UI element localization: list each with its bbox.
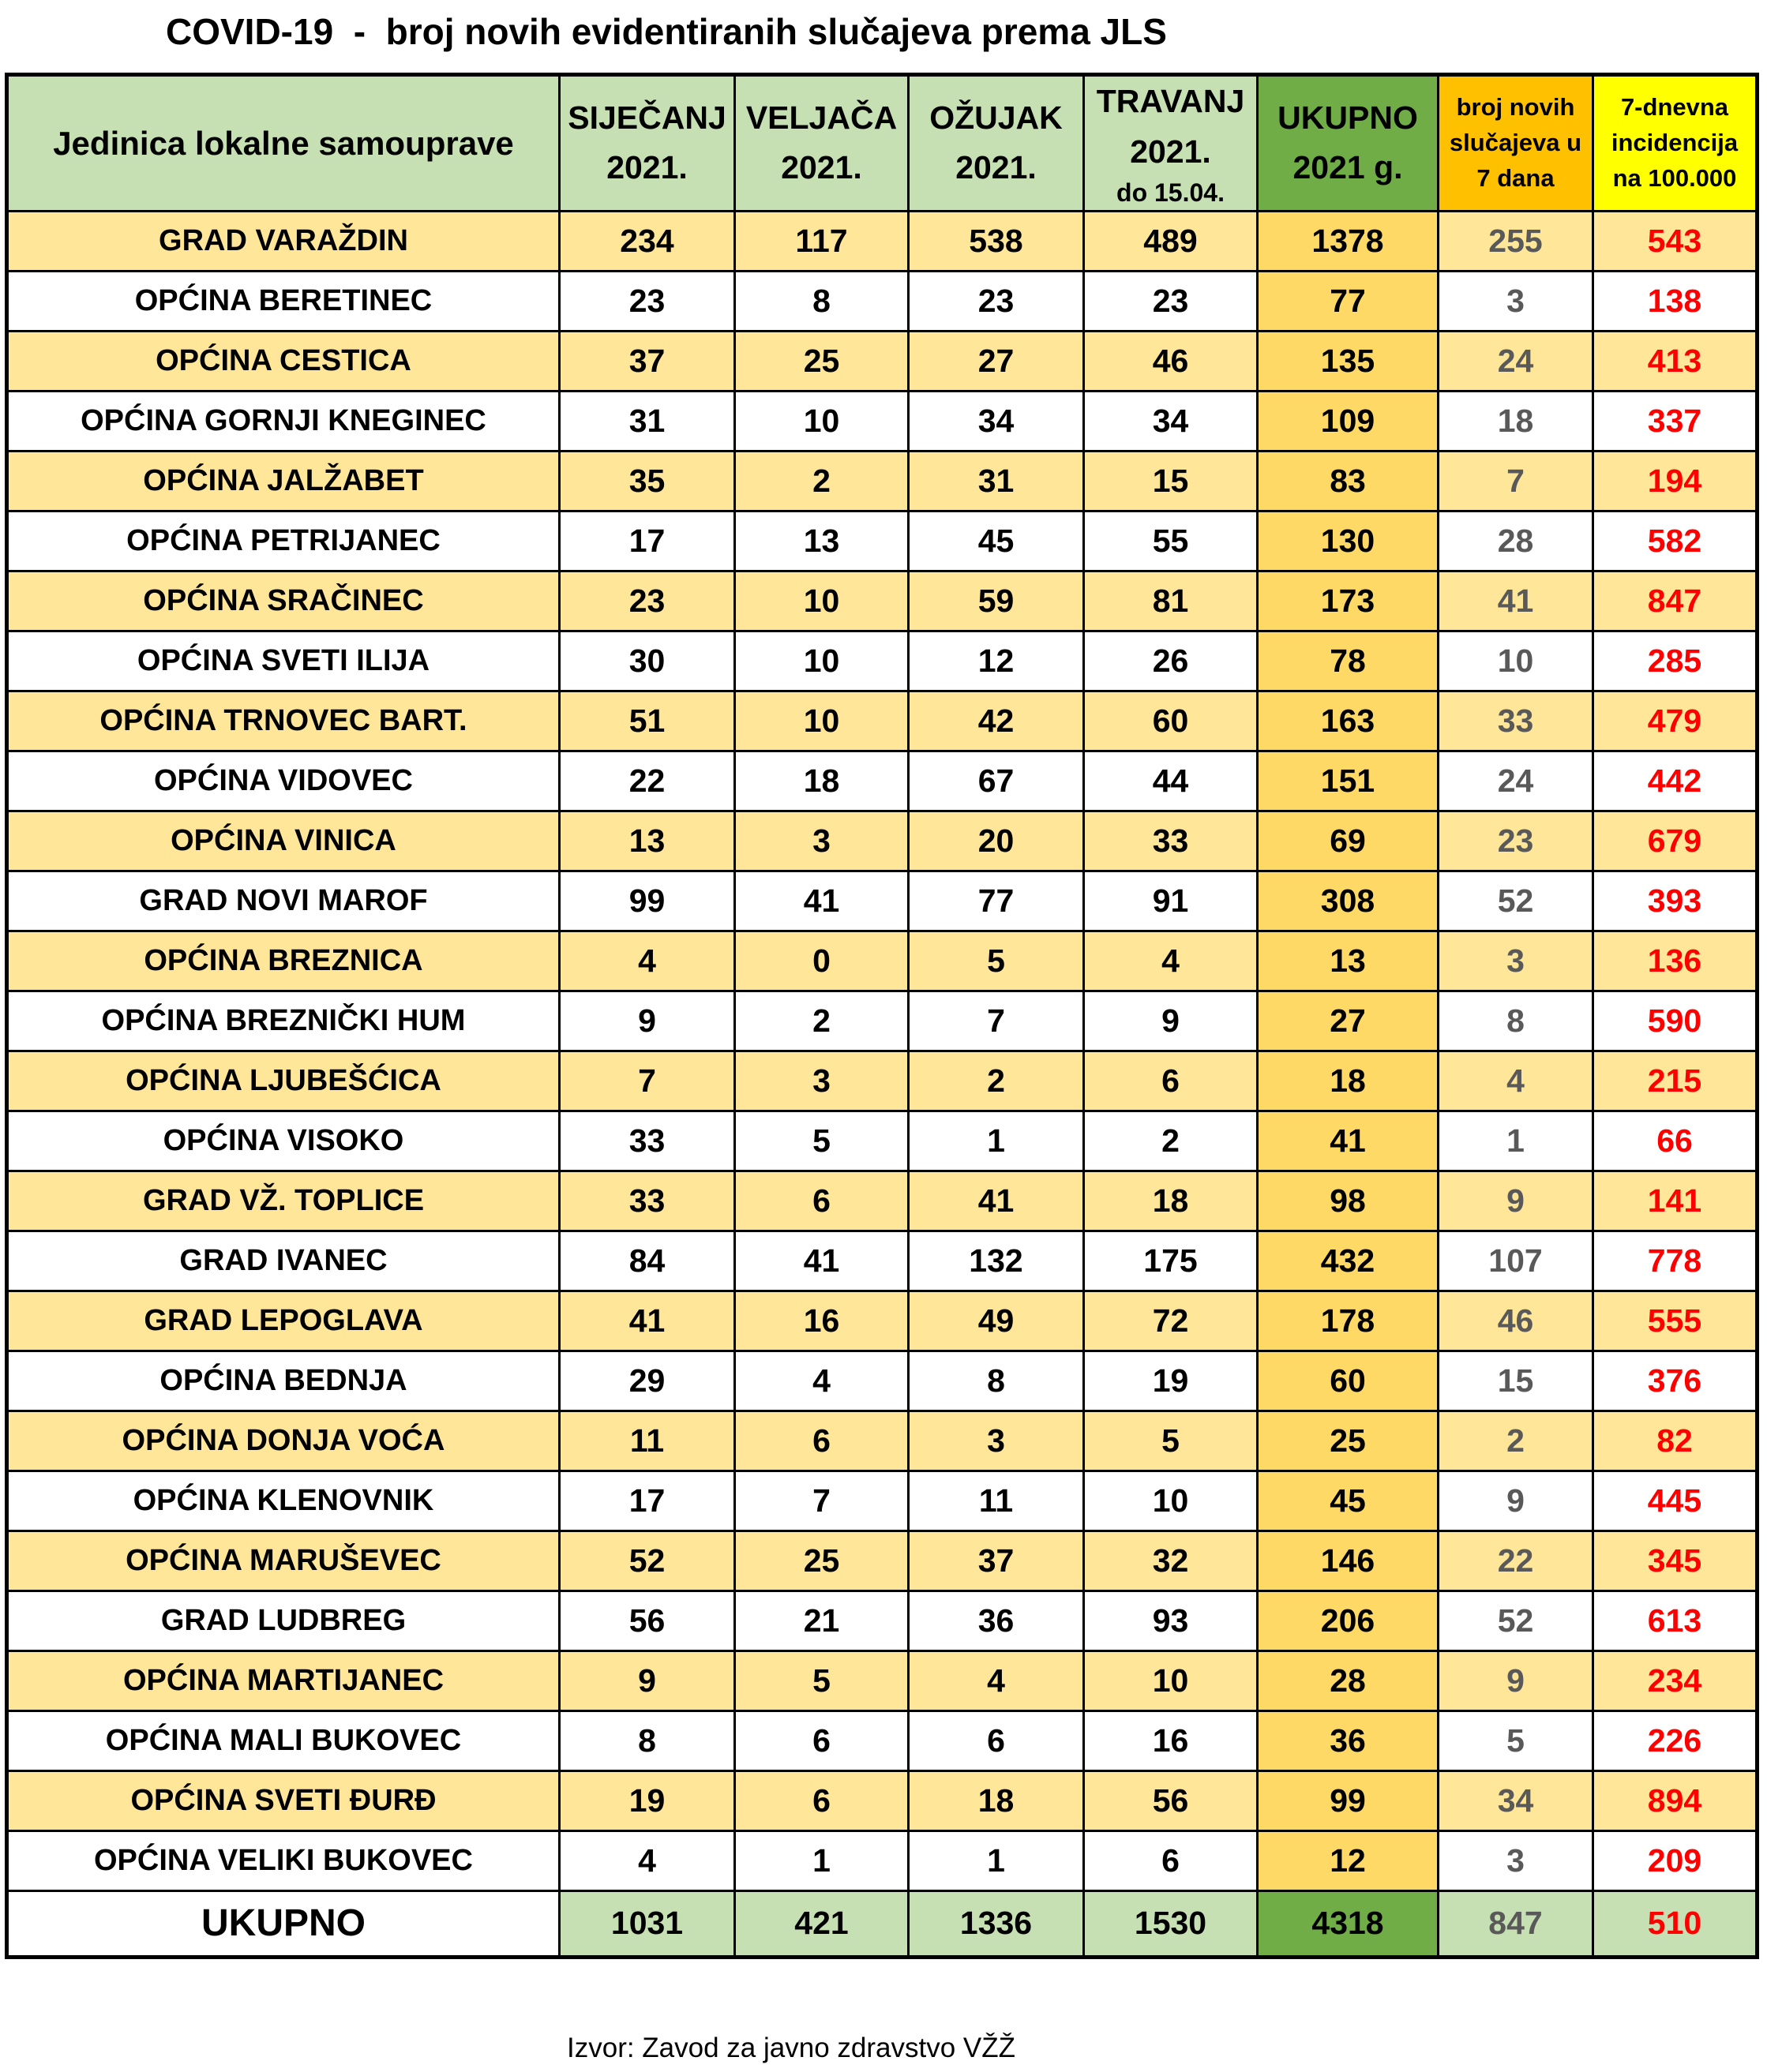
cell-new-cases-7-days: 3 [1439, 1830, 1593, 1890]
cell-january: 29 [560, 1351, 735, 1411]
cell-total: 36 [1258, 1710, 1439, 1770]
cell-total: 83 [1258, 451, 1439, 511]
table-row [7, 691, 1758, 751]
cell-unit-name: OPĆINA JALŽABET [7, 451, 560, 511]
cell-total: 12 [1258, 1830, 1439, 1890]
cell-unit-name: OPĆINA BREZNIČKI HUM [7, 991, 560, 1051]
cell-unit-name: OPĆINA DONJA VOĆA [7, 1411, 560, 1471]
cell-incidence: 778 [1593, 1231, 1758, 1291]
cell-february: 18 [735, 751, 909, 811]
cell-march: 59 [909, 571, 1084, 631]
cell-april: 93 [1084, 1591, 1258, 1650]
table-row [7, 931, 1758, 991]
cell-new-cases-7-days: 23 [1439, 811, 1593, 871]
cell-new-cases-7-days: 15 [1439, 1351, 1593, 1411]
cell-february: 5 [735, 1111, 909, 1171]
table-row [7, 1051, 1758, 1111]
cell-unit-name: OPĆINA PETRIJANEC [7, 511, 560, 571]
table-row [7, 1231, 1758, 1291]
cell-new-cases-7-days: 24 [1439, 751, 1593, 811]
cell-april: 44 [1084, 751, 1258, 811]
header-april [1084, 75, 1258, 212]
cell-april: 26 [1084, 631, 1258, 691]
cell-april: 10 [1084, 1471, 1258, 1531]
cell-incidence: 376 [1593, 1351, 1758, 1411]
cell-april: 2 [1084, 1111, 1258, 1171]
cell-total: 60 [1258, 1351, 1439, 1411]
cell-incidence: 345 [1593, 1531, 1758, 1591]
cell-new-cases-7-days: 18 [1439, 391, 1593, 451]
cell-total: 13 [1258, 931, 1439, 991]
cell-april: 60 [1084, 691, 1258, 751]
cell-march: 3 [909, 1411, 1084, 1471]
cell-new-cases-7-days: 3 [1439, 931, 1593, 991]
table-row [7, 1351, 1758, 1411]
cell-march: 11 [909, 1471, 1084, 1531]
cell-incidence: 442 [1593, 751, 1758, 811]
cell-new-cases-7-days: 4 [1439, 1051, 1593, 1111]
cell-april: 6 [1084, 1830, 1258, 1890]
cell-total: 173 [1258, 571, 1439, 631]
cell-incidence: 82 [1593, 1411, 1758, 1471]
cell-january: 56 [560, 1591, 735, 1650]
header-new7-line2: slučajeva u [1449, 128, 1582, 156]
cell-march: 27 [909, 331, 1084, 391]
cell-february: 10 [735, 391, 909, 451]
cell-february: 41 [735, 871, 909, 931]
cell-march: 8 [909, 1351, 1084, 1411]
cell-march: 2 [909, 1051, 1084, 1111]
cell-january: 11 [560, 1411, 735, 1471]
table-row [7, 1650, 1758, 1710]
header-total-year: 2021 g. [1292, 149, 1403, 186]
cell-new-cases-7-days: 1 [1439, 1111, 1593, 1171]
cell-april: 33 [1084, 811, 1258, 871]
table-row [7, 871, 1758, 931]
cell-march: 36 [909, 1591, 1084, 1650]
header-april-month: TRAVANJ [1096, 83, 1245, 119]
cell-january: 4 [560, 931, 735, 991]
cell-february: 7 [735, 1471, 909, 1531]
cell-february: 41 [735, 1231, 909, 1291]
cell-incidence: 285 [1593, 631, 1758, 691]
cell-january: 9 [560, 991, 735, 1051]
cell-total: 109 [1258, 391, 1439, 451]
cell-incidence: 590 [1593, 991, 1758, 1051]
cell-new-cases-7-days: 22 [1439, 1531, 1593, 1591]
cell-march: 4 [909, 1650, 1084, 1710]
header-march-year: 2021. [955, 149, 1037, 186]
cell-april: 15 [1084, 451, 1258, 511]
table-row [7, 451, 1758, 511]
cell-january: 33 [560, 1111, 735, 1171]
page-title: COVID-19 - broj novih evidentiranih slučajeva prema JLS [166, 11, 1167, 52]
cell-february: 5 [735, 1650, 909, 1710]
cell-march: 1 [909, 1111, 1084, 1171]
cell-unit-name: OPĆINA BEDNJA [7, 1351, 560, 1411]
cell-april: 91 [1084, 871, 1258, 931]
cell-february: 8 [735, 271, 909, 331]
cell-unit-name: GRAD VŽ. TOPLICE [7, 1171, 560, 1231]
cell-march: 37 [909, 1531, 1084, 1591]
cell-incidence: 413 [1593, 331, 1758, 391]
cell-total: 308 [1258, 871, 1439, 931]
cell-january: 84 [560, 1231, 735, 1291]
cell-new-cases-7-days: 28 [1439, 511, 1593, 571]
cell-january: 17 [560, 511, 735, 571]
cell-total: 69 [1258, 811, 1439, 871]
cell-march: 67 [909, 751, 1084, 811]
cell-january: 51 [560, 691, 735, 751]
cell-february: 4 [735, 1351, 909, 1411]
header-march-month: OŽUJAK [929, 99, 1063, 136]
cell-incidence: 215 [1593, 1051, 1758, 1111]
cell-february: 1 [735, 1830, 909, 1890]
cell-total: 163 [1258, 691, 1439, 751]
cell-january: 37 [560, 331, 735, 391]
table-row [7, 1291, 1758, 1351]
cell-march: 5 [909, 931, 1084, 991]
cell-total: 130 [1258, 511, 1439, 571]
cell-incidence: 226 [1593, 1710, 1758, 1770]
cell-unit-name: OPĆINA VIDOVEC [7, 751, 560, 811]
cell-unit-name: OPĆINA BERETINEC [7, 271, 560, 331]
cell-unit-name: GRAD LEPOGLAVA [7, 1291, 560, 1351]
cell-april: 18 [1084, 1171, 1258, 1231]
cell-unit-name: OPĆINA SVETI ILIJA [7, 631, 560, 691]
cell-april: 34 [1084, 391, 1258, 451]
totals-february: 421 [735, 1890, 909, 1957]
table-row [7, 571, 1758, 631]
cell-new-cases-7-days: 41 [1439, 571, 1593, 631]
cell-april: 32 [1084, 1531, 1258, 1591]
cell-unit-name: OPĆINA TRNOVEC BART. [7, 691, 560, 751]
cell-february: 25 [735, 1531, 909, 1591]
cell-april: 9 [1084, 991, 1258, 1051]
cell-february: 3 [735, 811, 909, 871]
cell-january: 52 [560, 1531, 735, 1591]
cell-april: 72 [1084, 1291, 1258, 1351]
cell-total: 178 [1258, 1291, 1439, 1351]
cell-january: 17 [560, 1471, 735, 1531]
cell-total: 1378 [1258, 211, 1439, 271]
header-february-month: VELJAČA [745, 99, 898, 136]
cell-unit-name: OPĆINA VISOKO [7, 1111, 560, 1171]
cell-march: 132 [909, 1231, 1084, 1291]
cell-march: 1 [909, 1830, 1084, 1890]
cell-march: 41 [909, 1171, 1084, 1231]
cell-january: 13 [560, 811, 735, 871]
cell-march: 31 [909, 451, 1084, 511]
cell-january: 23 [560, 271, 735, 331]
cell-april: 19 [1084, 1351, 1258, 1411]
cell-total: 99 [1258, 1770, 1439, 1830]
cell-unit-name: OPĆINA SVETI ĐURĐ [7, 1770, 560, 1830]
totals-march: 1336 [909, 1890, 1084, 1957]
cell-january: 8 [560, 1710, 735, 1770]
cell-march: 42 [909, 691, 1084, 751]
cell-march: 45 [909, 511, 1084, 571]
cell-february: 25 [735, 331, 909, 391]
cell-new-cases-7-days: 24 [1439, 331, 1593, 391]
table-row [7, 1411, 1758, 1471]
cell-new-cases-7-days: 5 [1439, 1710, 1593, 1770]
table-row [7, 211, 1758, 271]
cell-february: 3 [735, 1051, 909, 1111]
cell-january: 99 [560, 871, 735, 931]
table-row [7, 331, 1758, 391]
cell-unit-name: OPĆINA BREZNICA [7, 931, 560, 991]
cell-january: 7 [560, 1051, 735, 1111]
cell-new-cases-7-days: 52 [1439, 1591, 1593, 1650]
table-row [7, 1111, 1758, 1171]
cell-april: 4 [1084, 931, 1258, 991]
covid-cases-table [5, 73, 1759, 1959]
cell-new-cases-7-days: 8 [1439, 991, 1593, 1051]
header-incidence [1593, 75, 1758, 212]
cell-unit-name: GRAD LUDBREG [7, 1591, 560, 1650]
table-row [7, 1531, 1758, 1591]
cell-march: 34 [909, 391, 1084, 451]
totals-label: UKUPNO [7, 1890, 560, 1957]
table-header-row [7, 75, 1758, 212]
cell-new-cases-7-days: 9 [1439, 1171, 1593, 1231]
cell-incidence: 194 [1593, 451, 1758, 511]
cell-april: 16 [1084, 1710, 1258, 1770]
cell-total: 78 [1258, 631, 1439, 691]
cell-january: 4 [560, 1830, 735, 1890]
cell-january: 31 [560, 391, 735, 451]
cell-incidence: 613 [1593, 1591, 1758, 1650]
cell-march: 18 [909, 1770, 1084, 1830]
header-incidence-line3: na 100.000 [1612, 163, 1737, 192]
cell-unit-name: OPĆINA GORNJI KNEGINEC [7, 391, 560, 451]
cell-total: 27 [1258, 991, 1439, 1051]
cell-january: 22 [560, 751, 735, 811]
header-january-year: 2021. [606, 149, 688, 186]
cell-unit-name: OPĆINA KLENOVNIK [7, 1471, 560, 1531]
cell-february: 10 [735, 571, 909, 631]
cell-new-cases-7-days: 9 [1439, 1471, 1593, 1531]
header-february [735, 75, 909, 212]
cell-new-cases-7-days: 46 [1439, 1291, 1593, 1351]
cell-total: 77 [1258, 271, 1439, 331]
cell-incidence: 138 [1593, 271, 1758, 331]
cell-incidence: 582 [1593, 511, 1758, 571]
cell-march: 77 [909, 871, 1084, 931]
table-row [7, 1171, 1758, 1231]
cell-january: 41 [560, 1291, 735, 1351]
totals-january: 1031 [560, 1890, 735, 1957]
table-row [7, 1710, 1758, 1770]
cell-april: 81 [1084, 571, 1258, 631]
cell-incidence: 445 [1593, 1471, 1758, 1531]
totals-new-cases-7-days: 847 [1439, 1890, 1593, 1957]
cell-new-cases-7-days: 7 [1439, 451, 1593, 511]
cell-total: 432 [1258, 1231, 1439, 1291]
cell-february: 10 [735, 631, 909, 691]
header-new-cases-7-days [1439, 75, 1593, 212]
cell-incidence: 555 [1593, 1291, 1758, 1351]
cell-incidence: 209 [1593, 1830, 1758, 1890]
cell-january: 23 [560, 571, 735, 631]
cell-april: 56 [1084, 1770, 1258, 1830]
header-new7-line3: 7 dana [1476, 163, 1555, 192]
cell-total: 206 [1258, 1591, 1439, 1650]
cell-february: 2 [735, 991, 909, 1051]
table-row [7, 271, 1758, 331]
totals-incidence: 510 [1593, 1890, 1758, 1957]
cell-total: 151 [1258, 751, 1439, 811]
cell-unit-name: GRAD NOVI MAROF [7, 871, 560, 931]
header-total-label: UKUPNO [1277, 99, 1418, 136]
cell-unit-name: GRAD IVANEC [7, 1231, 560, 1291]
cell-total: 18 [1258, 1051, 1439, 1111]
cell-new-cases-7-days: 10 [1439, 631, 1593, 691]
cell-unit-name: OPĆINA SRAČINEC [7, 571, 560, 631]
cell-unit-name: OPĆINA VELIKI BUKOVEC [7, 1830, 560, 1890]
cell-january: 30 [560, 631, 735, 691]
header-april-year: 2021. [1130, 133, 1211, 170]
cell-unit-name: OPĆINA VINICA [7, 811, 560, 871]
cell-incidence: 479 [1593, 691, 1758, 751]
cell-unit-name: OPĆINA MARUŠEVEC [7, 1531, 560, 1591]
cell-total: 45 [1258, 1471, 1439, 1531]
cell-february: 6 [735, 1710, 909, 1770]
cell-march: 12 [909, 631, 1084, 691]
table-row [7, 511, 1758, 571]
cell-april: 10 [1084, 1650, 1258, 1710]
cell-new-cases-7-days: 2 [1439, 1411, 1593, 1471]
table-row [7, 751, 1758, 811]
cell-unit-name: OPĆINA MARTIJANEC [7, 1650, 560, 1710]
cell-unit-name: GRAD VARAŽDIN [7, 211, 560, 271]
header-new7-line1: broj novih [1456, 92, 1575, 121]
totals-row [7, 1890, 1758, 1957]
cell-january: 19 [560, 1770, 735, 1830]
cell-april: 489 [1084, 211, 1258, 271]
header-january [560, 75, 735, 212]
cell-march: 538 [909, 211, 1084, 271]
header-april-note: do 15.04. [1116, 178, 1225, 208]
cell-february: 6 [735, 1411, 909, 1471]
cell-february: 117 [735, 211, 909, 271]
cell-february: 2 [735, 451, 909, 511]
cell-april: 6 [1084, 1051, 1258, 1111]
table-row [7, 1770, 1758, 1830]
cell-april: 55 [1084, 511, 1258, 571]
cell-february: 21 [735, 1591, 909, 1650]
table-row [7, 391, 1758, 451]
cell-april: 175 [1084, 1231, 1258, 1291]
cell-incidence: 679 [1593, 811, 1758, 871]
cell-march: 23 [909, 271, 1084, 331]
cell-incidence: 141 [1593, 1171, 1758, 1231]
cell-new-cases-7-days: 34 [1439, 1770, 1593, 1830]
table-row [7, 991, 1758, 1051]
header-unit: Jedinica lokalne samouprave [7, 75, 560, 212]
cell-april: 46 [1084, 331, 1258, 391]
cell-march: 6 [909, 1710, 1084, 1770]
header-incidence-line1: 7-dnevna [1620, 92, 1729, 121]
cell-total: 135 [1258, 331, 1439, 391]
header-march [909, 75, 1084, 212]
cell-incidence: 337 [1593, 391, 1758, 451]
table-row [7, 1471, 1758, 1531]
totals-total: 4318 [1258, 1890, 1439, 1957]
header-january-month: SIJEČANJ [568, 99, 726, 136]
cell-new-cases-7-days: 107 [1439, 1231, 1593, 1291]
header-february-year: 2021. [781, 149, 862, 186]
cell-april: 23 [1084, 271, 1258, 331]
header-incidence-line2: incidencija [1611, 128, 1739, 156]
cell-total: 98 [1258, 1171, 1439, 1231]
source-note: Izvor: Zavod za javno zdravstvo VŽŽ [567, 2033, 1015, 2063]
cell-unit-name: OPĆINA CESTICA [7, 331, 560, 391]
table-body [7, 211, 1758, 1890]
cell-february: 16 [735, 1291, 909, 1351]
cell-incidence: 234 [1593, 1650, 1758, 1710]
cell-unit-name: OPĆINA MALI BUKOVEC [7, 1710, 560, 1770]
cell-incidence: 847 [1593, 571, 1758, 631]
cell-total: 25 [1258, 1411, 1439, 1471]
cell-new-cases-7-days: 52 [1439, 871, 1593, 931]
cell-march: 20 [909, 811, 1084, 871]
cell-april: 5 [1084, 1411, 1258, 1471]
cell-incidence: 136 [1593, 931, 1758, 991]
cell-unit-name: OPĆINA LJUBEŠĆICA [7, 1051, 560, 1111]
cell-march: 49 [909, 1291, 1084, 1351]
cell-february: 13 [735, 511, 909, 571]
table-row [7, 811, 1758, 871]
cell-february: 10 [735, 691, 909, 751]
cell-total: 41 [1258, 1111, 1439, 1171]
cell-incidence: 894 [1593, 1770, 1758, 1830]
cell-total: 28 [1258, 1650, 1439, 1710]
cell-incidence: 543 [1593, 211, 1758, 271]
totals-april: 1530 [1084, 1890, 1258, 1957]
cell-new-cases-7-days: 255 [1439, 211, 1593, 271]
cell-march: 7 [909, 991, 1084, 1051]
table-row [7, 1591, 1758, 1650]
header-total [1258, 75, 1439, 212]
cell-new-cases-7-days: 9 [1439, 1650, 1593, 1710]
cell-january: 35 [560, 451, 735, 511]
table-row [7, 631, 1758, 691]
cell-new-cases-7-days: 33 [1439, 691, 1593, 751]
cell-january: 9 [560, 1650, 735, 1710]
cell-january: 234 [560, 211, 735, 271]
cell-february: 6 [735, 1770, 909, 1830]
cell-total: 146 [1258, 1531, 1439, 1591]
cell-new-cases-7-days: 3 [1439, 271, 1593, 331]
cell-february: 6 [735, 1171, 909, 1231]
table-row [7, 1830, 1758, 1890]
cell-february: 0 [735, 931, 909, 991]
cell-incidence: 393 [1593, 871, 1758, 931]
cell-incidence: 66 [1593, 1111, 1758, 1171]
cell-january: 33 [560, 1171, 735, 1231]
